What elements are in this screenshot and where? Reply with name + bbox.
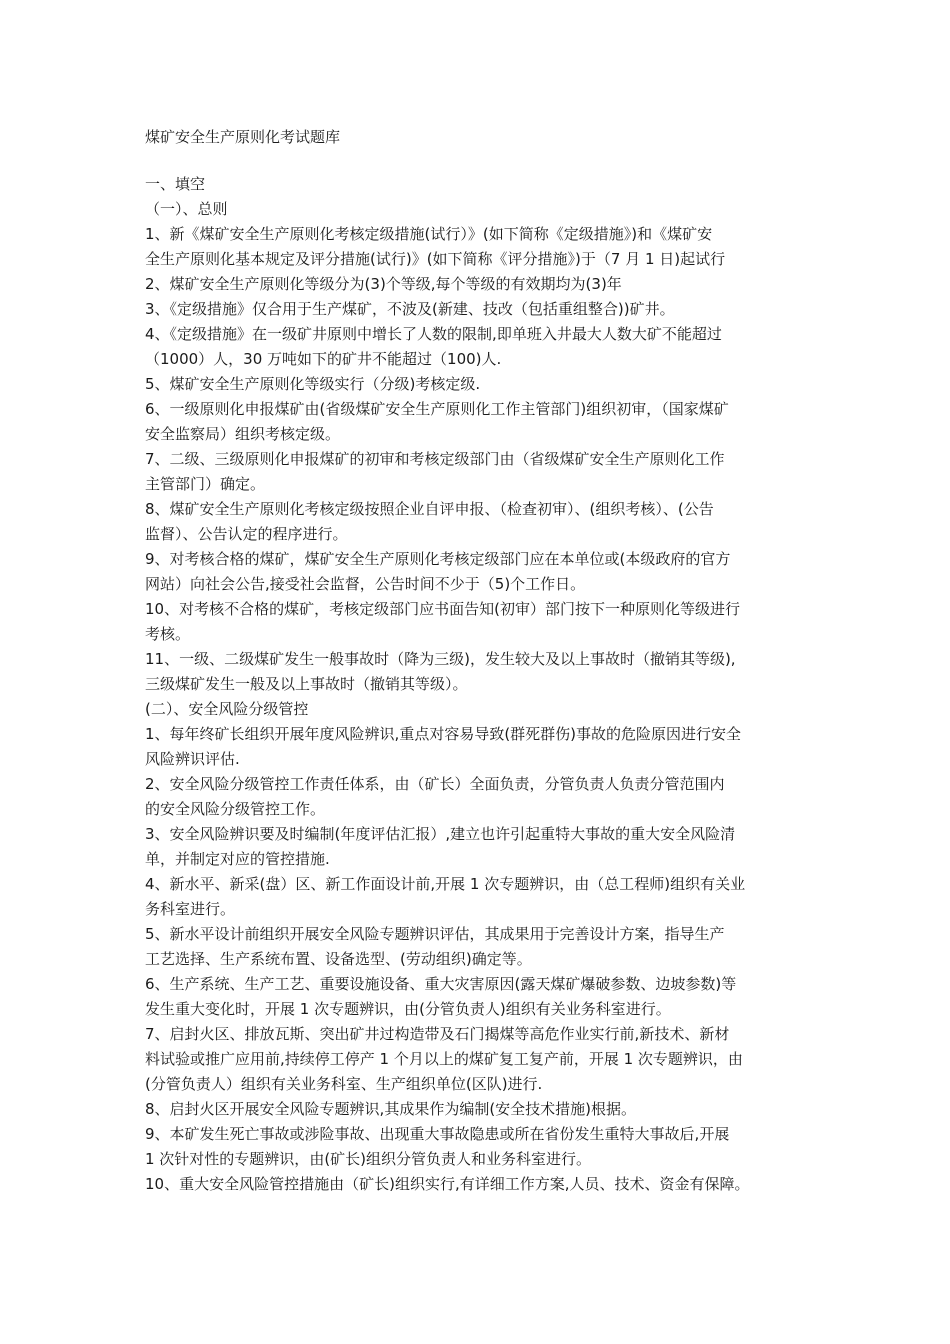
text-line: (分管负责人）组织有关业务科室、生产组织单位(区队)进行. (145, 1075, 543, 1093)
text-line: 8、启封火区开展安全风险专题辨识,其成果作为编制(安全技术措施)根据。 (145, 1100, 637, 1118)
text-line: 工艺选择、生产系统布置、设备选型、(劳动组织)确定等。 (145, 950, 532, 968)
text-line: 11、一级、二级煤矿发生一般事故时（降为三级)，发生较大及以上事故时（撤销其等级), (145, 650, 736, 668)
document-body (145, 172, 807, 1197)
text-line: (二）、安全风险分级管控 (145, 700, 309, 718)
text-line: 发生重大变化时，开展 1 次专题辨识，由(分管负责人)组织有关业务科室进行。 (145, 1000, 671, 1018)
text-line: 6、生产系统、生产工艺、重要设施设备、重大灾害原因(露天煤矿爆破参数、边坡参数)等 (145, 975, 737, 993)
text-line: 全生产原则化基本规定及评分措施(试行)》(如下简称《评分措施》)于（7 月 1 日)起试行 (145, 250, 726, 268)
text-line: 3、安全风险辨识要及时编制(年度评估汇报）,建立也许引起重特大事故的重大安全风险清 (145, 825, 736, 843)
text-line: 9、对考核合格的煤矿，煤矿安全生产原则化考核定级部门应在本单位或(本级政府的官方 (145, 550, 731, 568)
text-line: 3、《定级措施》仅合用于生产煤矿，不波及(新建、技改（包括重组整合))矿井。 (145, 300, 675, 318)
text-line: 1、每年终矿长组织开展年度风险辨识,重点对容易导致(群死群伤)事故的危险原因进行安全 (145, 725, 742, 743)
text-line: 6、一级原则化申报煤矿由(省级煤矿安全生产原则化工作主管部门)组织初审，（国家煤矿 (145, 400, 729, 418)
text-line: 网站）向社会公告,接受社会监督，公告时间不少于（5)个工作日。 (145, 575, 586, 593)
document-title: 煤矿安全生产原则化考试题库 (145, 128, 341, 146)
text-line: 主管部门）确定。 (145, 475, 266, 493)
text-line: 考核。 (145, 625, 191, 643)
text-line: 1 次针对性的专题辨识，由(矿长)组织分管负责人和业务科室进行。 (145, 1150, 592, 1168)
text-line: 2、安全风险分级管控工作责任体系，由（矿长）全面负责，分管负责人负责分管范围内 (145, 775, 725, 793)
text-line: 1、新《煤矿安全生产原则化考核定级措施(试行）》(如下简称《定级措施》)和《煤矿安 (145, 225, 713, 243)
text-line: 安全监察局）组织考核定级。 (145, 425, 341, 443)
text-line: 9、本矿发生死亡事故或涉险事故、出现重大事故隐患或所在省份发生重特大事故后,开展 (145, 1125, 730, 1143)
text-line: 8、煤矿安全生产原则化考核定级按照企业自评申报、（检查初审）、(组织考核）、(公告 (145, 500, 714, 518)
text-line: 10、对考核不合格的煤矿，考核定级部门应书面告知(初审）部门按下一种原则化等级进行 (145, 600, 740, 618)
text-line: 三级煤矿发生一般及以上事故时（撤销其等级）。 (145, 675, 468, 693)
text-line: 料试验或推广应用前,持续停工停产 1 个月以上的煤矿复工复产前，开展 1 次专题辨识，由 (145, 1050, 743, 1068)
text-line: 5、煤矿安全生产原则化等级实行（分级)考核定级. (145, 375, 481, 393)
text-line: 务科室进行。 (145, 900, 236, 918)
text-line: （1000）人，30 万吨如下的矿井不能超过（100)人. (145, 350, 502, 368)
text-line: 风险辨识评估. (145, 750, 240, 768)
text-line: 的安全风险分级管控工作。 (145, 800, 326, 818)
text-line: 4、《定级措施》在一级矿井原则中增长了人数的限制,即单班入井最大人数大矿不能超过 (145, 325, 722, 343)
text-line: 2、煤矿安全生产原则化等级分为(3)个等级,每个等级的有效期均为(3)年 (145, 275, 622, 293)
text-line: 7、二级、三级原则化申报煤矿的初审和考核定级部门由（省级煤矿安全生产原则化工作 (145, 450, 725, 468)
text-line: 4、新水平、新采(盘）区、新工作面设计前,开展 1 次专题辨识，由（总工程师)组织有关业 (145, 875, 746, 893)
text-line: 5、新水平设计前组织开展安全风险专题辨识评估，其成果用于完善设计方案，指导生产 (145, 925, 725, 943)
text-line: 单，并制定对应的管控措施. (145, 850, 330, 868)
text-line: 10、重大安全风险管控措施由（矿长)组织实行,有详细工作方案,人员、技术、资金有保障。 (145, 1175, 750, 1193)
text-line: 监督）、公告认定的程序进行。 (145, 525, 348, 543)
text-line: 一、填空 (145, 175, 206, 193)
text-line: 7、启封火区、排放瓦斯、突出矿井过构造带及石门揭煤等高危作业实行前,新技术、新材 (145, 1025, 730, 1043)
text-line: （一）、总则 (145, 200, 228, 218)
